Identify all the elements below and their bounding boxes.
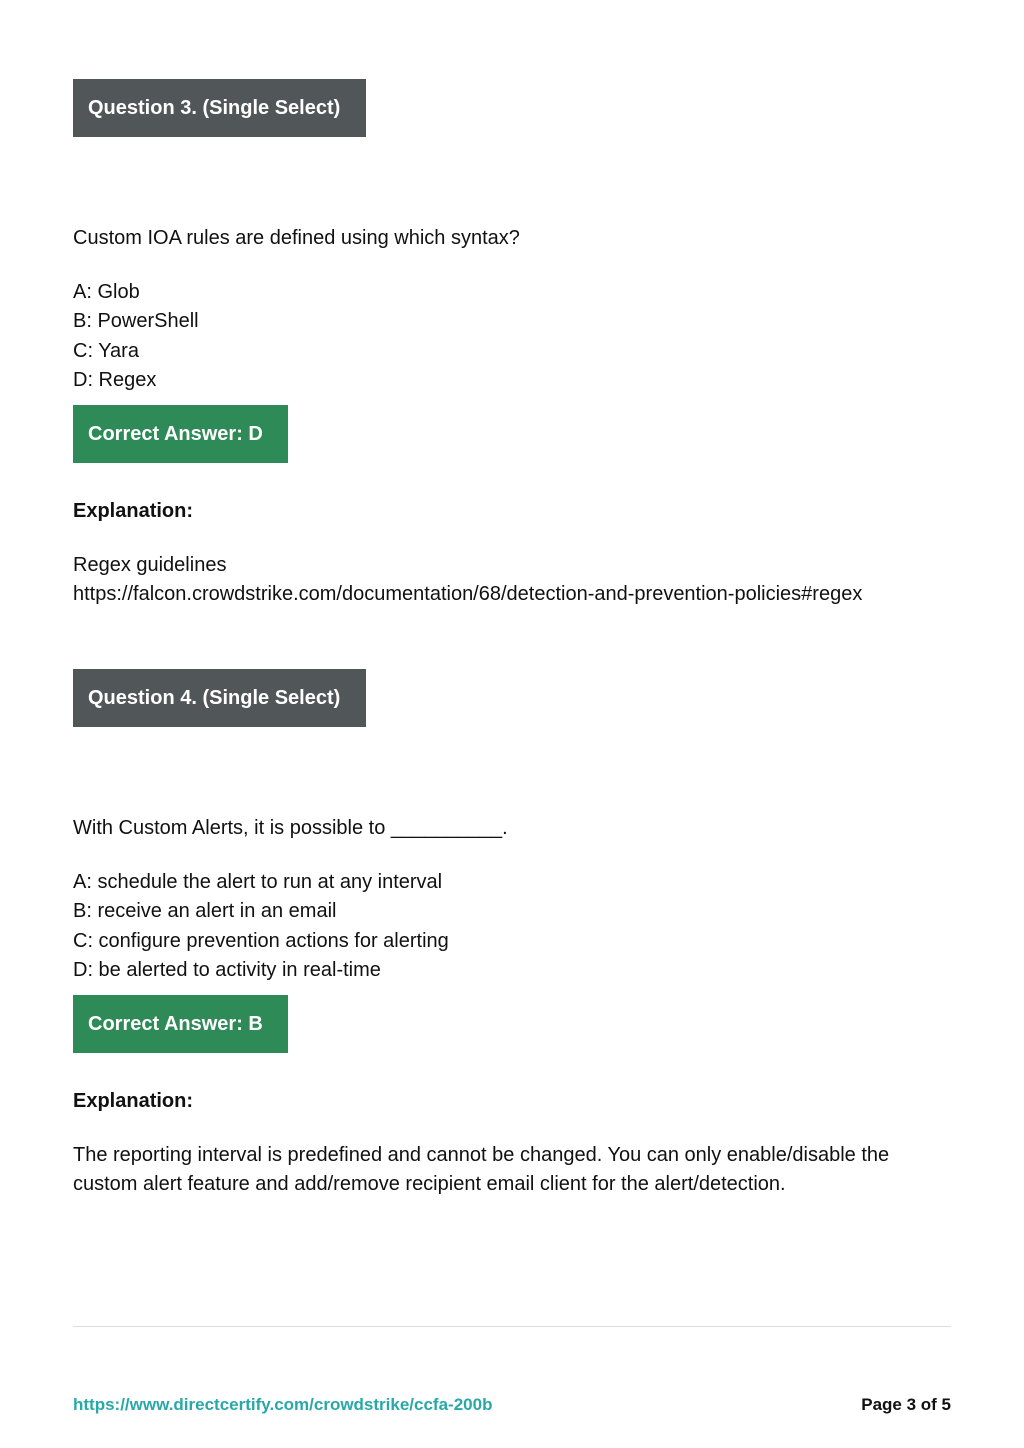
- question-3-header: Question 3. (Single Select): [73, 79, 366, 137]
- question-3-explanation: [73, 551, 862, 610]
- question-4-explanation-label: Explanation:: [73, 1090, 194, 1112]
- explanation-line: Regex guidelines: [73, 554, 227, 576]
- option-c: C: Yara: [73, 339, 139, 362]
- option-d: D: be alerted to activity in real-time: [73, 959, 381, 982]
- question-3-prompt: Custom IOA rules are defined using which syntax?: [73, 227, 520, 249]
- option-c: C: configure prevention actions for alerting: [73, 929, 449, 952]
- question-3-explanation-label: Explanation:: [73, 500, 194, 522]
- explanation-line: The reporting interval is predefined and cannot be changed. You can only enable/disable the: [73, 1144, 890, 1166]
- question-3-answer: Correct Answer: D: [73, 405, 288, 463]
- question-4-prompt: With Custom Alerts, it is possible to __________.: [73, 817, 508, 839]
- question-4-explanation: [73, 1141, 889, 1200]
- question-3-options: [73, 278, 199, 396]
- explanation-link: https://falcon.crowdstrike.com/documentation/68/detection-and-prevention-policies#regex: [73, 583, 863, 606]
- option-a: A: schedule the alert to run at any interval: [73, 871, 443, 893]
- question-4-options: [73, 868, 449, 986]
- footer-divider: [73, 1326, 951, 1327]
- option-b: B: receive an alert in an email: [73, 900, 337, 923]
- option-d: D: Regex: [73, 369, 157, 392]
- explanation-line: custom alert feature and add/remove recipient email client for the alert/detection.: [73, 1173, 786, 1196]
- question-4-answer: Correct Answer: B: [73, 995, 288, 1053]
- option-a: A: Glob: [73, 281, 140, 303]
- page-number: Page 3 of 5: [861, 1395, 951, 1414]
- footer-link[interactable]: https://www.directcertify.com/crowdstrike/ccfa-200b: [73, 1395, 493, 1414]
- question-4-header: Question 4. (Single Select): [73, 669, 366, 727]
- option-b: B: PowerShell: [73, 310, 199, 333]
